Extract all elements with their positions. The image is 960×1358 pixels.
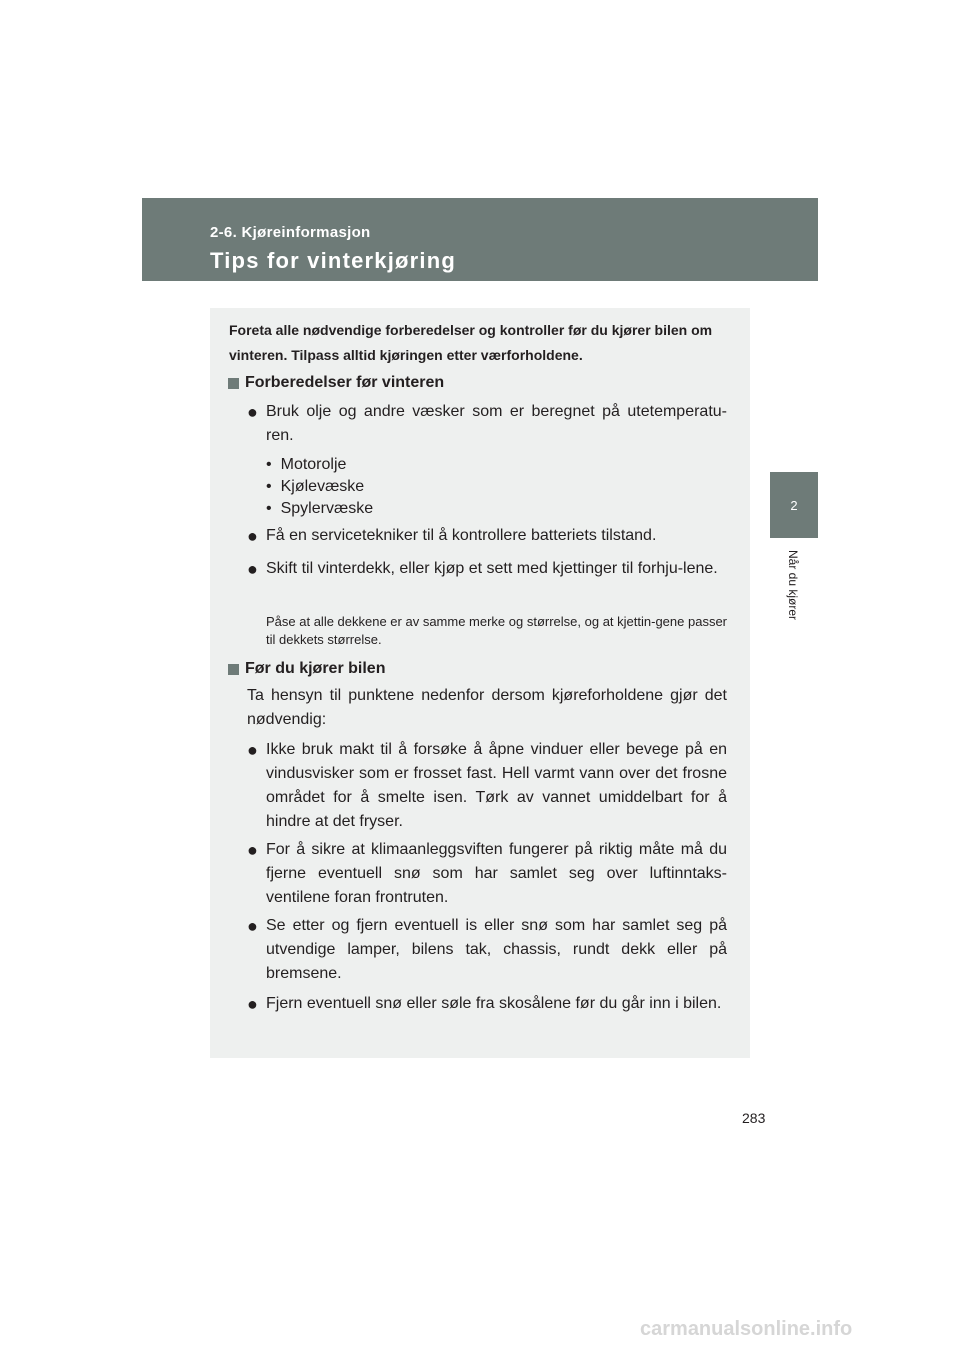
section-heading-text: Før du kjører bilen	[245, 660, 386, 677]
bullet-icon: ●	[247, 916, 258, 936]
section-heading	[228, 374, 444, 392]
list-item-text: Få en servicetekniker til å kontrollere batteriets tilstand.	[266, 527, 657, 544]
bullet-icon: ●	[247, 559, 258, 579]
chapter-tab	[770, 472, 818, 538]
section-heading	[228, 660, 385, 678]
list-item-text: Skift til vinterdekk, eller kjøp et sett med kjettinger til forhju-lene.	[266, 560, 718, 577]
intro-text: Foreta alle nødvendige forberedelser og kontroller før du kjører bilen om vinteren. Tilpass alltid kjøringen etter værforholdene.	[229, 322, 713, 363]
watermark: carmanualsonline.info	[640, 1318, 853, 1340]
bullet-icon: ●	[247, 402, 258, 422]
sub-list-item	[266, 454, 346, 476]
bullet-icon: ●	[247, 994, 258, 1014]
square-bullet-icon	[228, 378, 239, 389]
sub-bullet-icon: •	[266, 500, 272, 517]
list-item-text: For å sikre at klimaanleggsviften fungerer på riktig måte må du fjerne eventuell snø som har samlet seg over luftinntaks-ventilene foran frontruten.	[266, 841, 727, 906]
bullet-icon: ●	[247, 840, 258, 860]
sub-list-item-text: Motorolje	[280, 456, 347, 473]
list-item	[247, 914, 727, 986]
sub-list-item-text: Kjølevæske	[280, 478, 365, 495]
list-item	[247, 557, 727, 581]
list-item-text: Fjern eventuell snø eller søle fra skosålene før du går inn i bilen.	[266, 995, 722, 1012]
section-label: 2-6. Kjøreinformasjon	[210, 224, 371, 241]
list-item	[247, 400, 727, 448]
list-item	[247, 838, 727, 910]
list-item-text: Bruk olje og andre væsker som er beregnet på utetemperatu-ren.	[266, 403, 727, 444]
section-heading-text: Forberedelser før vinteren	[245, 374, 445, 391]
chapter-number: 2	[790, 497, 798, 513]
sub-list-item-text: Spylervæske	[280, 500, 374, 517]
list-item	[247, 524, 727, 548]
list-item	[247, 738, 727, 834]
note-text: Påse at alle dekkene er av samme merke og størrelse, og at kjettin-gene passer til dekkets størrelse.	[266, 614, 727, 647]
list-item	[247, 992, 727, 1016]
sub-bullet-icon: •	[266, 478, 272, 495]
chapter-label: Når du kjører	[786, 550, 800, 621]
square-bullet-icon	[228, 664, 239, 675]
section-intro: Ta hensyn til punktene nedenfor dersom kjøreforholdene gjør det nødvendig:	[247, 687, 727, 728]
sub-list-item	[266, 476, 364, 498]
list-item-text: Se etter og fjern eventuell is eller snø som har samlet seg på utvendige lamper, bilens tak, chassis, rundt dekk eller på bremsene.	[266, 917, 727, 982]
bullet-icon: ●	[247, 740, 258, 760]
page-number: 283	[742, 1110, 766, 1126]
page-title: Tips for vinterkjøring	[210, 248, 457, 273]
sub-list-item	[266, 498, 373, 520]
list-item-text: Ikke bruk makt til å forsøke å åpne vinduer eller bevege på en vindusvisker som er frosset fast. Hell varmt vann over det frosne området for å smelte isen. Tørk av vannet umiddelbart for å hindre at det fryser.	[266, 741, 727, 830]
bullet-icon: ●	[247, 526, 258, 546]
sub-bullet-icon: •	[266, 456, 272, 473]
